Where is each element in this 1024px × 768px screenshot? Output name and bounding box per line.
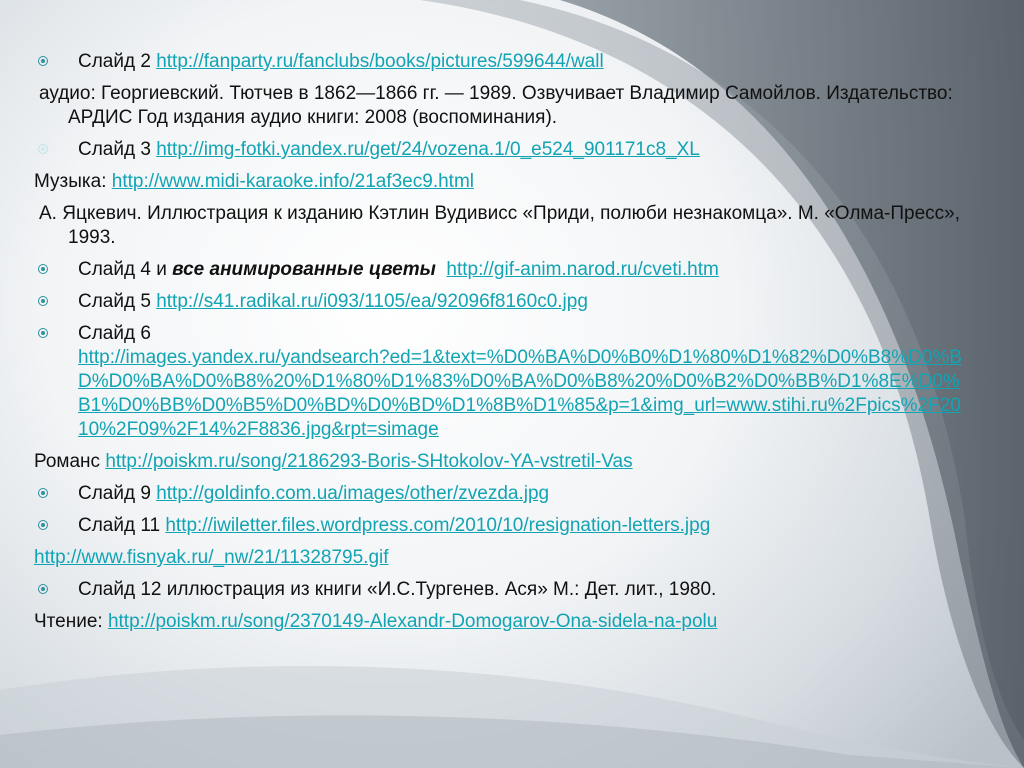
reference-list xyxy=(34,50,964,642)
bullet-icon xyxy=(38,328,48,338)
item-label: Слайд 3 xyxy=(78,139,157,160)
item-label: Слайд 4 и xyxy=(78,259,173,280)
reference-link[interactable]: http://poiskm.ru/song/2370149-Alexandr-Domogarov-Ona-sidela-na-polu xyxy=(107,611,718,632)
bullet-icon xyxy=(38,144,48,154)
reference-link[interactable]: http://img-fotki.yandex.ru/get/24/vozena.1/0_e524_901171c8_XL xyxy=(156,139,700,160)
reference-link[interactable]: http://fanparty.ru/fanclubs/books/pictures/599644/wall xyxy=(156,51,604,72)
bullet-icon xyxy=(38,56,48,66)
item-label: Музыка: xyxy=(34,171,112,192)
list-item xyxy=(34,170,964,194)
reference-link[interactable]: http://goldinfo.com.ua/images/other/zvezda.jpg xyxy=(156,483,550,504)
item-emphasis: все анимированные цветы xyxy=(172,259,436,280)
item-text: А. Яцкевич. Иллюстрация к изданию Кэтлин Вудивисс «Приди, полюби незнакомца». М. «Олма-Пресс», 1993. xyxy=(39,203,961,248)
bullet-icon xyxy=(38,296,48,306)
list-item xyxy=(34,50,964,74)
bullet-icon xyxy=(38,264,48,274)
list-item xyxy=(34,610,964,634)
reference-link[interactable]: http://gif-anim.narod.ru/cveti.htm xyxy=(446,259,719,280)
item-label: Романс xyxy=(34,451,106,472)
bullet-icon xyxy=(38,520,48,530)
bullet-icon xyxy=(38,488,48,498)
item-label: Слайд 5 xyxy=(78,291,157,312)
list-item xyxy=(34,482,964,506)
item-label: Слайд 2 xyxy=(78,51,157,72)
list-item xyxy=(34,514,964,538)
list-item xyxy=(34,258,964,282)
reference-link[interactable]: http://www.midi-karaoke.info/21af3ec9.html xyxy=(111,171,474,192)
bullet-icon xyxy=(38,584,48,594)
item-text: Слайд 12 иллюстрация из книги «И.С.Тургенев. Ася» М.: Дет. лит., 1980. xyxy=(78,579,717,600)
item-label: Слайд 6 xyxy=(78,323,151,344)
reference-link[interactable]: http://images.yandex.ru/yandsearch?ed=1&text=%D0%BA%D0%B0%D1%80%D1%82%D0%B8%D0%BD%D0%BA%D0%B8%20%D1%80%D1%83%D0%BA%D0%B8%20%D0%B2%D0%BB%D1%8E%D0%B1%D0%BB%D0%B5%D0%BD%D0%BD%D1%8B%D1%85&p=1&img_url=www.stihi.ru%2Fpics%2F2010%2F09%2F14%2F8836.jpg&rpt=simage xyxy=(78,347,962,440)
list-item xyxy=(34,322,964,442)
item-label: Слайд 11 xyxy=(78,515,166,536)
item-text: аудио: Георгиевский. Тютчев в 1862—1866 гг. — 1989. Озвучивает Владимир Самойлов. Издательство: АРДИС Год издания аудио книги: 2008 (воспоминания). xyxy=(39,83,953,128)
reference-link[interactable]: http://iwiletter.files.wordpress.com/2010/10/resignation-letters.jpg xyxy=(165,515,711,536)
list-item xyxy=(34,546,964,570)
reference-link[interactable]: http://poiskm.ru/song/2186293-Boris-SHtokolov-YA-vstretil-Vas xyxy=(105,451,633,472)
list-item xyxy=(34,202,964,250)
list-item xyxy=(34,82,964,130)
list-item xyxy=(34,138,964,162)
list-item xyxy=(34,450,964,474)
list-item xyxy=(34,290,964,314)
reference-link[interactable]: http://s41.radikal.ru/i093/1105/ea/92096f8160c0.jpg xyxy=(156,291,588,312)
item-label: Слайд 9 xyxy=(78,483,157,504)
reference-link[interactable]: http://www.fisnyak.ru/_nw/21/11328795.gif xyxy=(34,547,389,568)
item-label: Чтение: xyxy=(34,611,108,632)
list-item xyxy=(34,578,964,602)
